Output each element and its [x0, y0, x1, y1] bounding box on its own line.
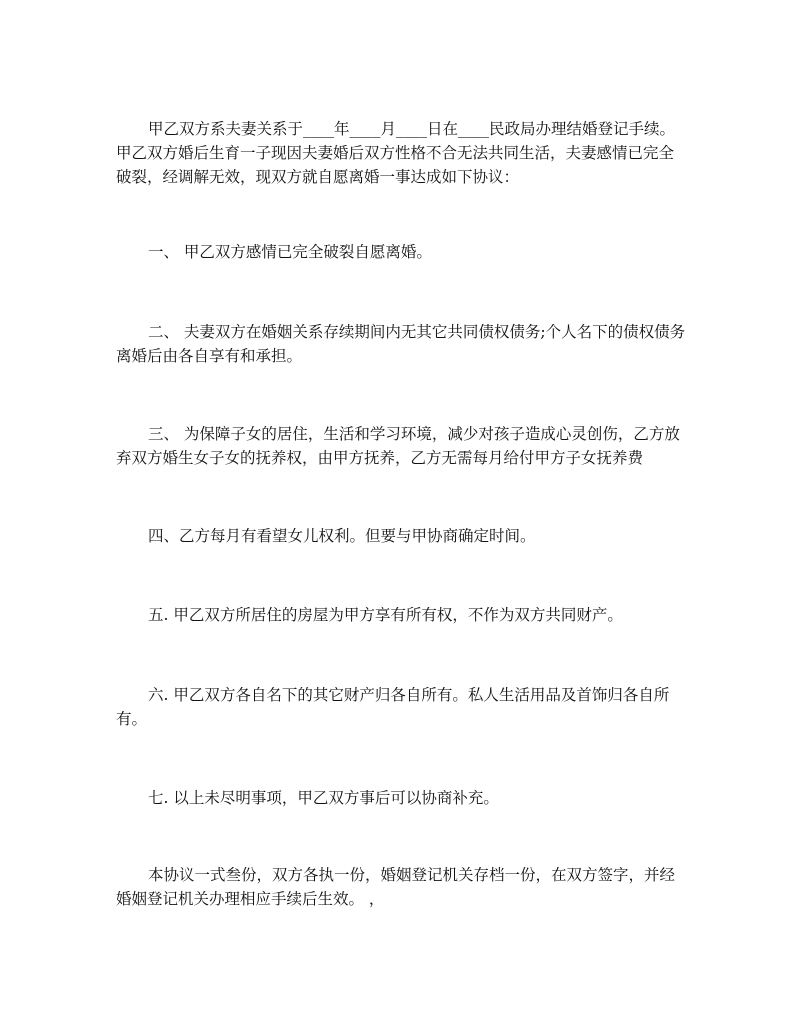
intro-paragraph: 甲乙双方系夫妻关系于____年____月____日在____民政局办理结婚登记手续。甲乙双方婚后生育一子现因夫妻婚后双方性格不合无法共同生活，夫妻感情已完全破裂，经调解无效，现双方就自愿离婚一事达成如下协议： — [116, 120, 676, 186]
clause-5: 五. 甲乙双方所居住的房屋为甲方享有所有权，不作为双方共同财产。 — [148, 606, 623, 624]
clause-6: 六. 甲乙双方各自名下的其它财产归各自所有。私人生活用品及首饰归各自所有。 — [116, 686, 670, 728]
clause-2: 二、 夫妻双方在婚姻关系存续期间内无其它共同债权债务;个人名下的债权债务离婚后由各自享有和承担。 — [116, 323, 686, 365]
clause-3: 三、 为保障子女的居住，生活和学习环境，减少对孩子造成心灵创伤，乙方放弃双方婚生女子女的抚养权，由甲方抚养，乙方无需每月给付甲方子女抚养费 — [116, 425, 680, 467]
clause-1: 一、 甲乙双方感情已完全破裂自愿离婚。 — [148, 243, 432, 261]
clause-4: 四、乙方每月有看望女儿权利。但要与甲协商确定时间。 — [148, 527, 536, 545]
closing-paragraph: 本协议一式叁份，双方各执一份，婚姻登记机关存档一份，在双方签字，并经婚姻登记机关办理相应手续后生效。 ， — [116, 866, 676, 908]
clause-7: 七. 以上未尽明事项，甲乙双方事后可以协商补充。 — [148, 789, 499, 807]
